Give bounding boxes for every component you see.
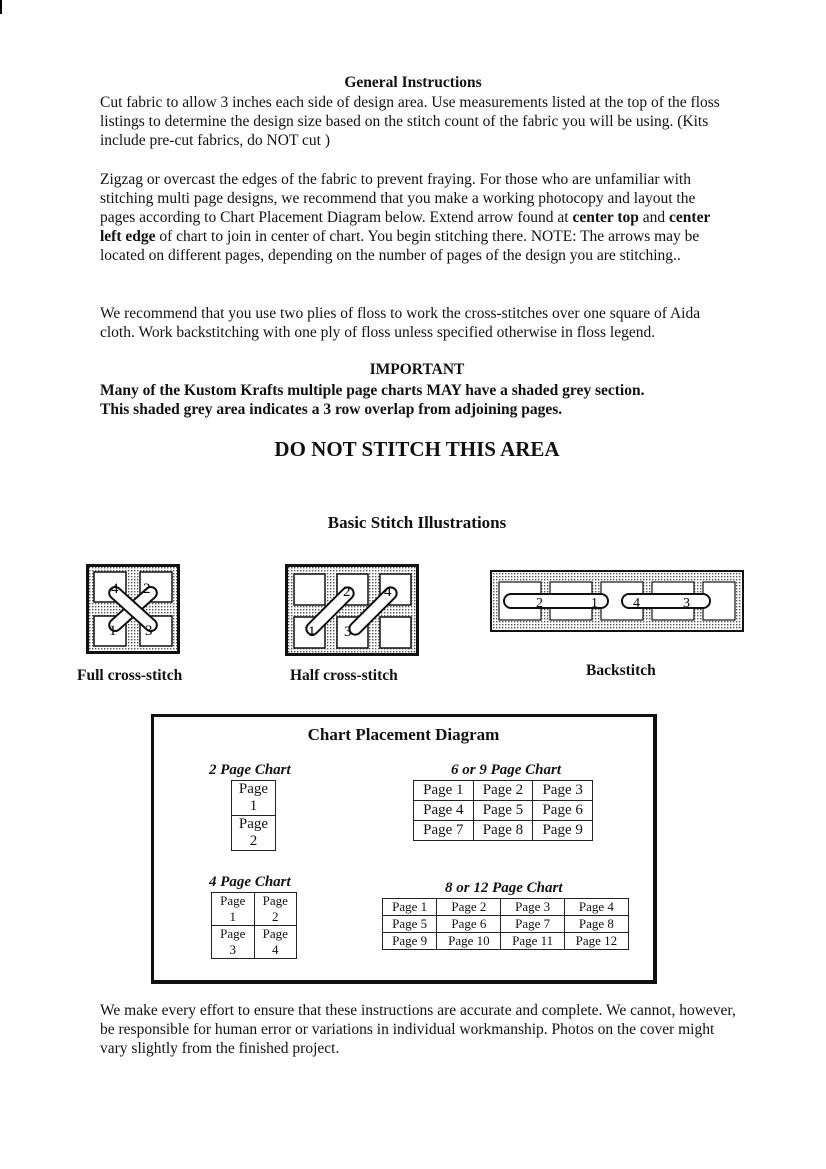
- four-cell-page-2: Page 2: [254, 893, 297, 926]
- six-cell-page-3: Page 3: [533, 781, 593, 801]
- paragraph-zigzag-text-a: Zigzag or overcast the edges of the fabric to prevent fraying. For those who are unfamiliar with stitching multi page designs, we recommend that you make a working photocopy and layout the pages according to Chart Placement Diagram below. Extend arrow found at: [100, 171, 696, 226]
- four-cell-page-4: Page 4: [254, 926, 297, 959]
- eight-cell-page-11: Page 11: [501, 933, 564, 950]
- basic-stitch-title: Basic Stitch Illustrations: [327, 513, 507, 532]
- eight-cell-page-1: Page 1: [383, 899, 437, 916]
- backstitch-illustration: [490, 570, 744, 632]
- eight-twelve-page-chart-title: 8 or 12 Page Chart: [445, 880, 563, 896]
- full-cross-stitch-illustration: [86, 564, 180, 654]
- back-number-3: 3: [683, 596, 690, 611]
- scan-edge-mark: [0, 0, 2, 14]
- half-number-1: 1: [308, 624, 316, 640]
- eight-cell-page-9: Page 9: [383, 933, 437, 950]
- important-line-1: Many of the Kustom Krafts multiple page charts MAY have a shaded grey section.: [100, 382, 645, 399]
- eight-twelve-page-chart-table: [382, 898, 629, 950]
- six-cell-page-4: Page 4: [414, 801, 474, 821]
- eight-cell-page-10: Page 10: [437, 933, 501, 950]
- eight-cell-page-5: Page 5: [383, 916, 437, 933]
- backstitch-label: Backstitch: [586, 662, 656, 679]
- back-number-4: 4: [633, 596, 640, 611]
- do-not-stitch-warning: DO NOT STITCH THIS AREA: [274, 437, 560, 461]
- four-page-chart-title: 4 Page Chart: [209, 874, 291, 890]
- full-number-1: 1: [109, 623, 117, 639]
- six-nine-page-chart-table: [413, 780, 593, 841]
- full-number-2: 2: [143, 581, 151, 597]
- chart-placement-diagram: [151, 714, 657, 984]
- two-page-chart-title: 2 Page Chart: [209, 762, 291, 778]
- full-number-4: 4: [111, 581, 119, 597]
- half-number-2: 2: [343, 584, 351, 600]
- six-cell-page-6: Page 6: [533, 801, 593, 821]
- back-number-1: 1: [591, 596, 598, 611]
- center-top-bold: center top: [572, 209, 639, 226]
- eight-cell-page-3: Page 3: [501, 899, 564, 916]
- important-line-2: This shaded grey area indicates a 3 row overlap from adjoining pages.: [100, 401, 563, 418]
- two-page-cell-2: Page 2: [232, 816, 276, 851]
- important-title: IMPORTANT: [369, 361, 465, 378]
- paragraph-zigzag-text-c: of chart to join in center of chart. You begin stitching there. NOTE: The arrows may be located on different pages, depending on the number of pages of the design you are stitching..: [100, 228, 700, 264]
- half-number-4: 4: [384, 584, 392, 600]
- full-number-3: 3: [145, 623, 153, 639]
- four-page-chart-table: [211, 892, 297, 959]
- footer-disclaimer: We make every effort to ensure that these instructions are accurate and complete. We cannot, however, be responsible for human error or variations in individual workmanship. Photos on the cover might vary slightly from the finished project.: [100, 1002, 736, 1057]
- eight-cell-page-12: Page 12: [564, 933, 628, 950]
- eight-cell-page-4: Page 4: [564, 899, 628, 916]
- four-cell-page-3: Page 3: [212, 926, 255, 959]
- six-cell-page-9: Page 9: [533, 821, 593, 841]
- chart-placement-title: Chart Placement Diagram: [307, 725, 500, 744]
- six-cell-page-8: Page 8: [473, 821, 533, 841]
- full-cross-stitch-label: Full cross-stitch: [77, 667, 183, 684]
- two-page-chart-table: [231, 780, 276, 851]
- half-cross-stitch-label: Half cross-stitch: [290, 667, 398, 684]
- paragraph-zigzag: [100, 170, 730, 265]
- paragraph-zigzag-text-b: and: [638, 209, 670, 226]
- six-cell-page-1: Page 1: [414, 781, 474, 801]
- general-instructions-title: General Instructions: [344, 74, 482, 91]
- six-cell-page-5: Page 5: [473, 801, 533, 821]
- paragraph-cut-fabric: Cut fabric to allow 3 inches each side of design area. Use measurements listed at the top of the floss listings to determine the design size based on the stitch count of the fabric you will be using. (Kits include pre-cut fabrics, do NOT cut ): [100, 94, 720, 149]
- six-cell-page-2: Page 2: [473, 781, 533, 801]
- back-number-2: 2: [536, 596, 543, 611]
- eight-cell-page-6: Page 6: [437, 916, 501, 933]
- eight-cell-page-8: Page 8: [564, 916, 628, 933]
- eight-cell-page-7: Page 7: [501, 916, 564, 933]
- paragraph-floss-plies: We recommend that you use two plies of floss to work the cross-stitches over one square of Aida cloth. Work backstitching with one ply of floss unless specified otherwise in floss legend.: [100, 305, 701, 341]
- two-page-cell-1: Page 1: [232, 781, 276, 816]
- six-cell-page-7: Page 7: [414, 821, 474, 841]
- center-left-edge-bold: center left edge: [100, 209, 711, 245]
- half-number-3: 3: [344, 624, 352, 640]
- four-cell-page-1: Page 1: [212, 893, 255, 926]
- half-cross-stitch-illustration: [285, 564, 419, 656]
- six-nine-page-chart-title: 6 or 9 Page Chart: [451, 762, 562, 778]
- eight-cell-page-2: Page 2: [437, 899, 501, 916]
